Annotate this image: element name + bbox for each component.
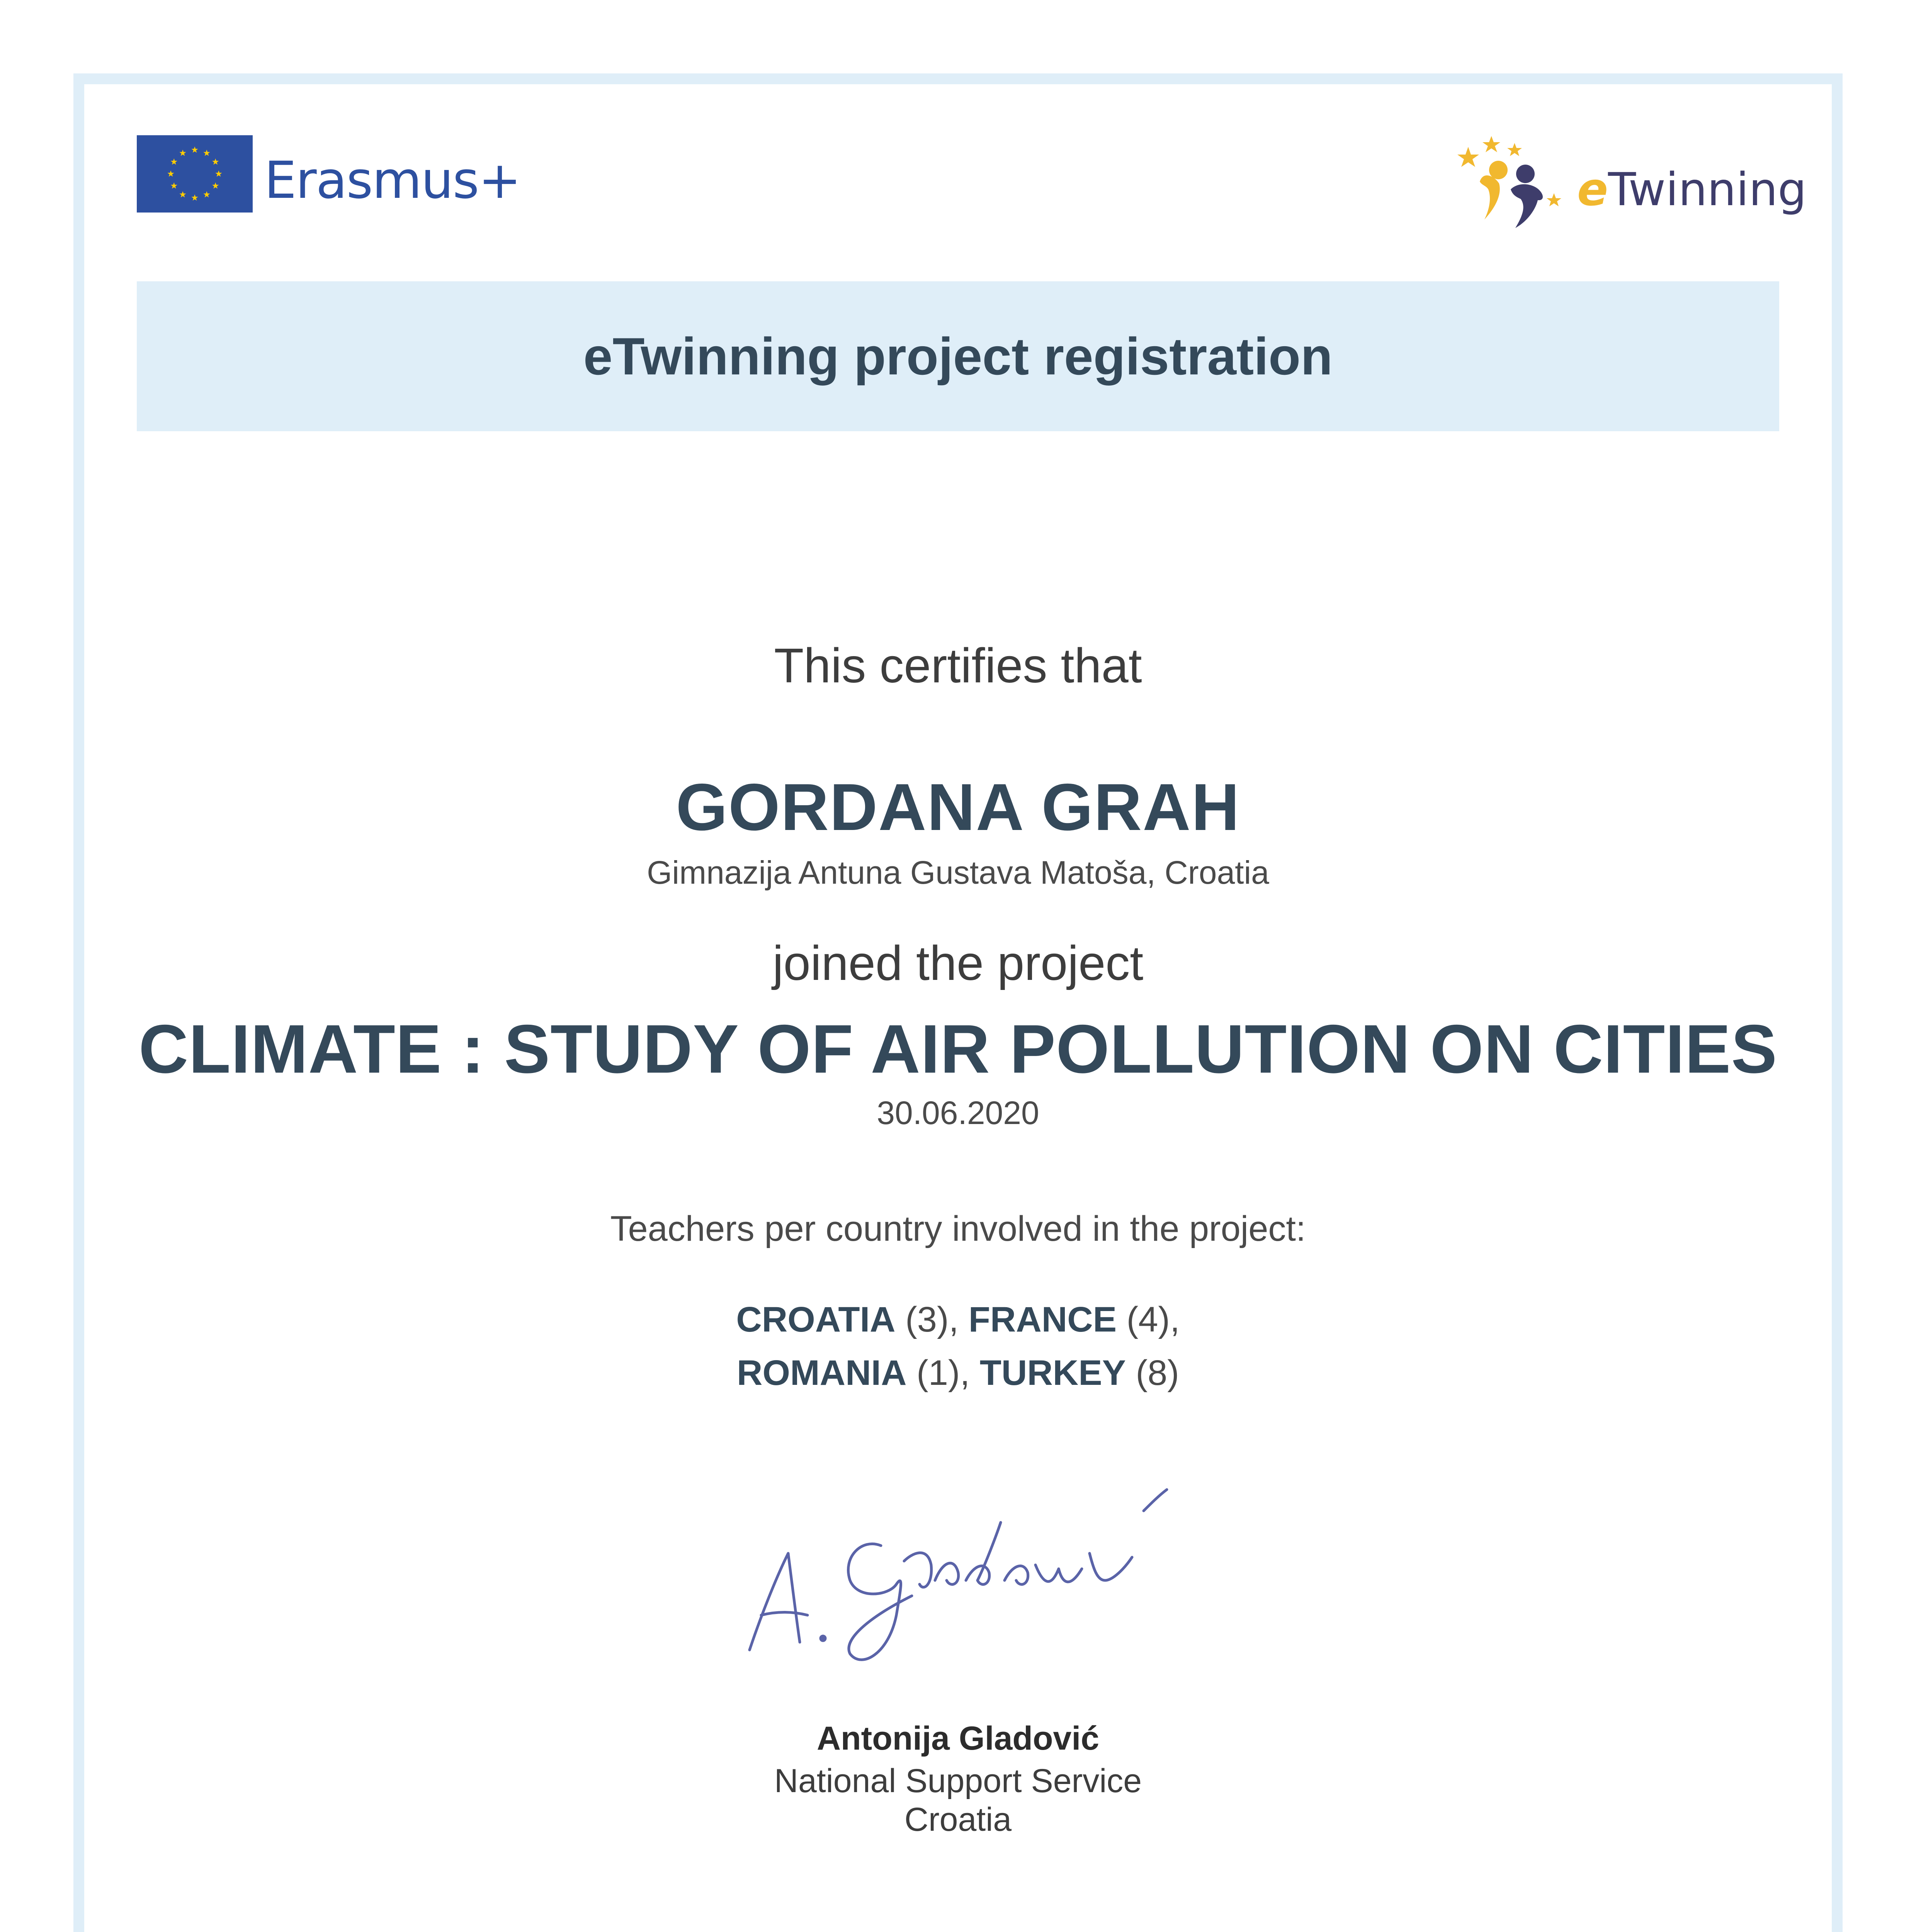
erasmus-logo-text: Erasmus+ xyxy=(264,151,520,210)
eu-star-icon xyxy=(179,150,186,156)
person-name: GORDANA GRAH xyxy=(676,770,1240,844)
eu-star-icon xyxy=(191,146,198,153)
school-name: Gimnazija Antuna Gustava Matoša, Croatia xyxy=(647,854,1269,891)
country-count: (1) xyxy=(916,1353,960,1393)
signer-name: Antonija Gladović xyxy=(816,1720,1100,1757)
page-title: eTwinning project registration xyxy=(583,327,1333,386)
country-count: (4) xyxy=(1126,1300,1170,1339)
project-date: 30.06.2020 xyxy=(877,1095,1039,1131)
country-count: (3) xyxy=(905,1300,949,1339)
country-name: CROATIA xyxy=(736,1300,896,1339)
signer-role: National Support Service xyxy=(774,1762,1142,1799)
teachers-label: Teachers per country involved in the project: xyxy=(610,1209,1306,1248)
joined-text: joined the project xyxy=(772,936,1144,990)
eu-star-icon xyxy=(203,191,210,197)
certifies-text: This certifies that xyxy=(774,638,1142,693)
country-name: TURKEY xyxy=(979,1353,1126,1393)
eu-star-icon xyxy=(171,182,177,189)
country-name: FRANCE xyxy=(968,1300,1117,1339)
eu-star-icon xyxy=(167,170,174,177)
eu-star-icon xyxy=(171,158,177,165)
eu-star-icon xyxy=(215,170,222,177)
signer-country: Croatia xyxy=(904,1801,1012,1838)
project-title: CLIMATE : STUDY OF AIR POLLUTION ON CITIES xyxy=(138,1010,1778,1087)
erasmus-logo xyxy=(137,135,520,213)
etwinning-figure-icon xyxy=(1453,131,1580,232)
country-list xyxy=(137,1293,1779,1400)
eu-flag-icon xyxy=(137,135,253,213)
country-count: (8) xyxy=(1136,1353,1179,1393)
country-line: CROATIA (3), FRANCE (4), xyxy=(736,1300,1180,1339)
eu-star-icon xyxy=(179,191,186,197)
etwinning-logo xyxy=(1453,131,1807,232)
eu-star-icon xyxy=(212,158,219,165)
eu-star-icon xyxy=(212,182,219,189)
title-band xyxy=(137,281,1779,431)
eu-star-icon xyxy=(191,194,198,201)
eu-star-icon xyxy=(203,150,210,156)
country-line: ROMANIA (1), TURKEY (8) xyxy=(737,1353,1179,1393)
etwinning-logo-text: eTwinning xyxy=(1577,163,1807,216)
signature-image xyxy=(734,1468,1198,1685)
country-name: ROMANIA xyxy=(737,1353,907,1393)
